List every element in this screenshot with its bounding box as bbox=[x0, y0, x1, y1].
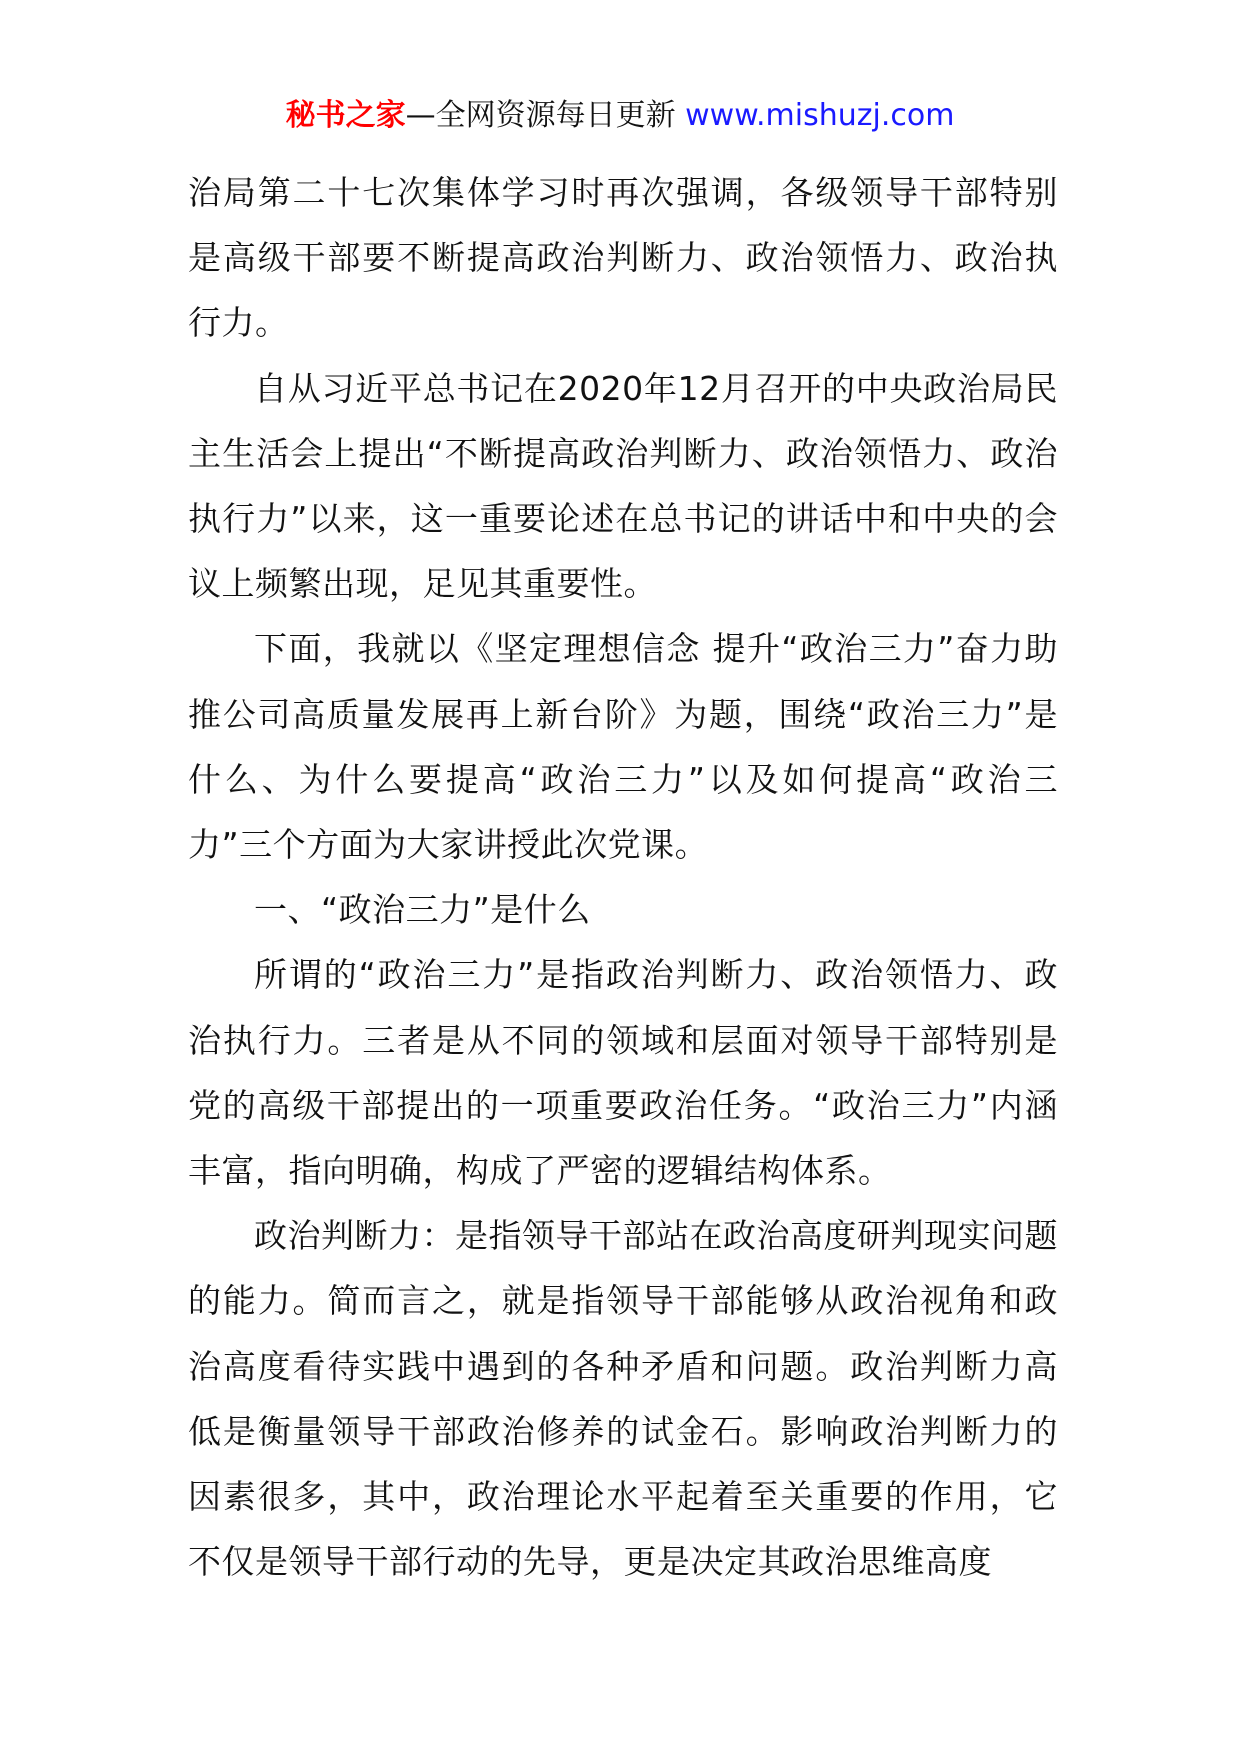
document-body bbox=[188, 160, 1058, 1594]
header-slogan: —全网资源每日更新 bbox=[405, 98, 676, 133]
site-url-link[interactable]: www.mishuzj.com bbox=[685, 98, 955, 133]
paragraph-continuation: 治局第二十七次集体学习时再次强调，各级领导干部特别是高级干部要不断提高政治判断力、政治领悟力、政治执行力。 bbox=[188, 173, 1058, 343]
paragraph: 自从习近平总书记在2020年12月召开的中央政治局民主生活会上提出“不断提高政治判断力、政治领悟力、政治执行力”以来，这一重要论述在总书记的讲话中和中央的会议上频繁出现，足见其重要性。 bbox=[188, 368, 1058, 604]
paragraph: 所谓的“政治三力”是指政治判断力、政治领悟力、政治执行力。三者是从不同的领域和层面对领导干部特别是党的高级干部提出的一项重要政治任务。“政治三力”内涵丰富，指向明确，构成了严密的逻辑结构体系。 bbox=[188, 955, 1058, 1191]
paragraph: 下面，我就以《坚定理想信念 提升“政治三力”奋力助推公司高质量发展再上新台阶》为题，围绕“政治三力”是什么、为什么要提高“政治三力”以及如何提高“政治三力”三个方面为大家讲授此次党课。 bbox=[188, 629, 1058, 865]
section-heading: 一、“政治三力”是什么 bbox=[254, 890, 591, 930]
brand-name: 秘书之家 bbox=[285, 98, 406, 133]
page-header bbox=[0, 96, 1240, 136]
paragraph: 政治判断力：是指领导干部站在政治高度研判现实问题的能力。简而言之，就是指领导干部能够从政治视角和政治高度看待实践中遇到的各种矛盾和问题。政治判断力高低是衡量领导干部政治修养的试金石。影响政治判断力的因素很多，其中，政治理论水平起着至关重要的作用，它不仅是领导干部行动的先导，更是决定其政治思维高度 bbox=[188, 1216, 1058, 1582]
